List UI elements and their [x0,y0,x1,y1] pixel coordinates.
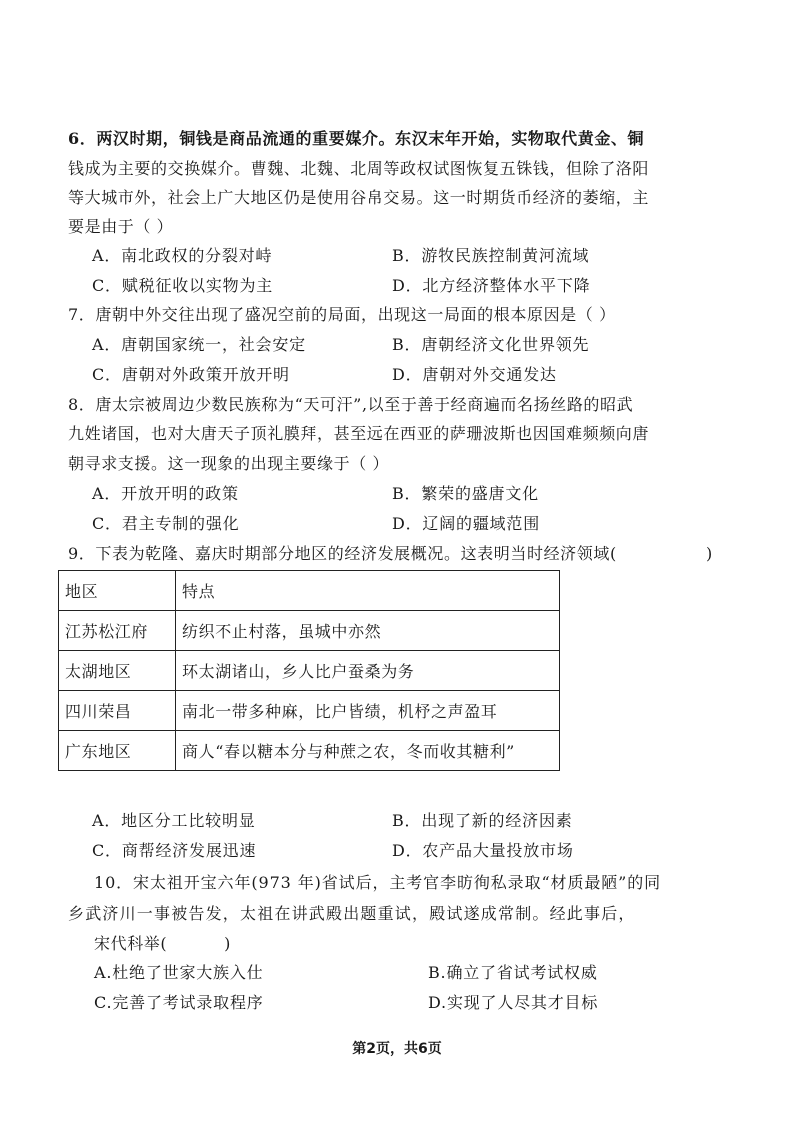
table-cell-feature: 南北一带多种麻，比户皆绩，机杼之声盈耳 [176,691,560,731]
q6-line-4: 要是由于（ ） [68,217,174,236]
q7-option-a: A．唐朝国家统一，社会安定 [92,335,306,354]
page-number: 第2页，共6页 [352,1041,442,1057]
q6-option-d: D．北方经济整体水平下降 [392,276,591,295]
q9-option-c: C．商帮经济发展迅速 [92,841,257,860]
q6-option-a: A．南北政权的分裂对峙 [92,246,273,265]
table-cell-feature: 环太湖诸山，乡人比户蚕桑为务 [176,651,560,691]
table-row [59,691,560,731]
q6-option-c: C．赋税征收以实物为主 [92,276,274,295]
q10-line-3: 宋代科举( ) [94,934,231,953]
table-row [59,651,560,691]
q7-option-c: C．唐朝对外政策开放开明 [92,365,290,384]
table-header-row [59,571,560,611]
q6-line-3: 等大城市外，社会上广大地区仍是使用谷帛交易。这一时期货币经济的萎缩，主 [68,188,650,207]
table-header-region: 地区 [59,571,176,611]
q7-option-b: B．唐朝经济文化世界领先 [392,335,590,354]
table-row [59,731,560,771]
q9-option-a: A．地区分工比较明显 [92,811,256,830]
q10-line-2: 乡武济川一事被告发，太祖在讲武殿出题重试，殿试遂成常制。经此事后， [68,904,636,923]
table-header-feature: 特点 [176,571,560,611]
q8-option-c: C．君主专制的强化 [92,514,240,533]
q9-paren-close: ) [706,544,713,563]
q6-line-1: 6．两汉时期，铜钱是商品流通的重要媒介。东汉末年开始，实物取代黄金、铜 [68,129,645,148]
q8-line-2: 九姓诸国，也对大唐天子顶礼膜拜，甚至远在西亚的萨珊波斯也因国难频频向唐 [68,424,650,443]
q10-line-1: 10．宋太祖开宝六年(973 年)省试后，主考官李昉徇私录取“材质最陋”的同 [94,873,662,892]
q8-option-d: D．辽阔的疆域范围 [392,514,541,533]
table-cell-region: 广东地区 [59,731,176,771]
q7-option-d: D．唐朝对外交通发达 [392,365,557,384]
q6-option-b: B．游牧民族控制黄河流域 [392,246,590,265]
table-cell-feature: 纺织不止村落，虽城中亦然 [176,611,560,651]
q6-line-2: 钱成为主要的交换媒介。曹魏、北魏、北周等政权试图恢复五铢钱，但除了洛阳 [68,159,650,178]
q8-line-1: 8．唐太宗被周边少数民族称为“天可汗”,以至于善于经商遍而名扬丝路的昭武 [68,395,634,414]
table-cell-region: 四川荣昌 [59,691,176,731]
table-row [59,611,560,651]
q10-option-a: A.杜绝了世家大族入仕 [94,963,264,982]
q10-option-d: D.实现了人尽其才目标 [428,993,599,1012]
q8-line-3: 朝寻求支援。这一现象的出现主要缘于（ ） [68,454,390,473]
q7-line-1: 7．唐朝中外交往出现了盛况空前的局面，出现这一局面的根本原因是（ ） [68,305,616,324]
q9-line-1: 9．下表为乾隆、嘉庆时期部分地区的经济发展概况。这表明当时经济领域( [68,544,617,563]
q10-option-b: B.确立了省试考试权威 [428,963,598,982]
q8-option-a: A．开放开明的政策 [92,484,239,503]
q9-option-b: B．出现了新的经济因素 [392,811,573,830]
economy-table [58,570,560,771]
q9-option-d: D．农产品大量投放市场 [392,841,574,860]
q10-option-c: C.完善了考试录取程序 [94,993,264,1012]
table-cell-feature: 商人“春以糖本分与种蔗之农，冬而收其糖利” [176,731,560,771]
table-cell-region: 太湖地区 [59,651,176,691]
q8-option-b: B．繁荣的盛唐文化 [392,484,539,503]
table-cell-region: 江苏松江府 [59,611,176,651]
